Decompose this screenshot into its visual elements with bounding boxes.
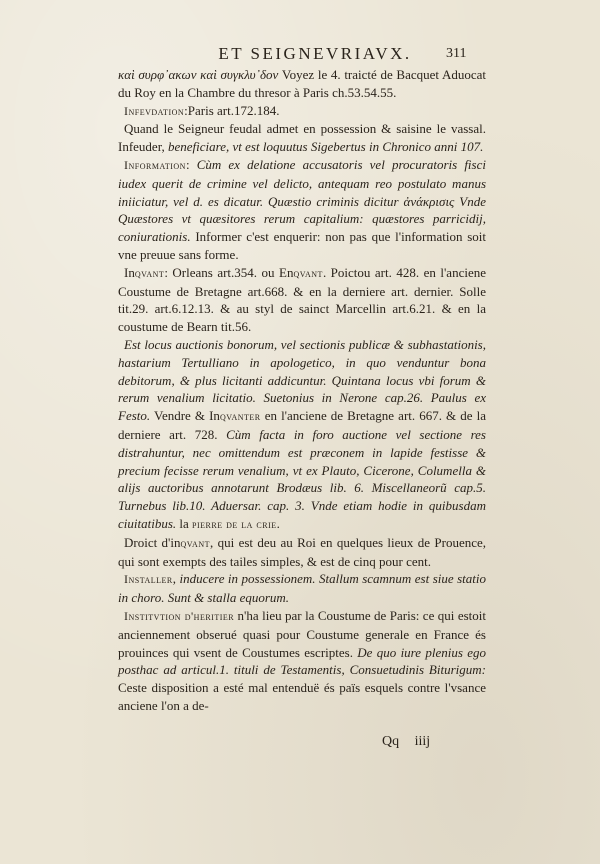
entry-quand-seigneur — [118, 120, 486, 156]
entry-inquant — [118, 264, 486, 336]
folio-number: iiij — [414, 734, 431, 749]
entry-text: Quand le Seigneur feudal admet en possession & saisine le vassal. Infeuder, — [118, 121, 486, 155]
entry-text: Cùm ex delatione accusatoris vel procuratoris fisci iudex querit de crimine vel delicto, antequam reo postulato manus iniiciatur, vel d. es dicatur. Quæstio criminis dicitur ἀνάκρισις Vnde Quæstores vt quæsitores rerum capitalium: quæstores parricidij, coniurationis. — [118, 156, 486, 245]
signature-mark — [382, 734, 442, 750]
entry-text: Institvtion d'heritier — [124, 608, 235, 623]
running-title: ET SEIGNEVRIAVX. — [218, 44, 412, 63]
entry-text: pierre de la crie — [192, 516, 277, 531]
entry-text: In — [124, 264, 135, 280]
entry-text: Vendre & In — [150, 408, 220, 424]
entry-text: . — [276, 515, 280, 531]
entry-text: qvant — [134, 265, 165, 280]
entry-text: Informer c'est enquerir: non pas que l'information soit vne preuue sans forme. — [118, 229, 486, 262]
entry-text: , — [172, 571, 180, 587]
entry-text: Information — [124, 157, 186, 172]
entry-text: Infevdation — [124, 103, 185, 118]
entry-text: en l'anciene de Bretagne art. 667. & de la derniere art. 728. — [118, 408, 486, 442]
signature-letters: Qq — [382, 734, 400, 749]
entry-text: :Paris art.172.184. — [184, 102, 280, 118]
entry-text: . Poictou art. 428. en l'anciene Coustume de Bretagne art.668. & en la derniere art. dernier. Solle tit.29. art.6.12.13. & au styl de sainct Marcellin art.6.21. & en la coustume de Bearn tit.56. — [118, 264, 486, 335]
entry-institution — [118, 607, 486, 715]
entry-text: beneficiare, vt est loquutus Sigebertus in Chronico anni 107. — [168, 139, 484, 155]
entry-installer — [118, 570, 486, 607]
entry-text: Installer — [124, 572, 173, 587]
text-block — [118, 66, 486, 715]
entry-text: Droict d'in — [124, 534, 181, 550]
entry-information — [118, 156, 486, 264]
entry-text: : — [185, 156, 197, 172]
entry-greek-cont — [118, 66, 486, 102]
entry-text: Ceste disposition a esté mal entenduë és païs esquels contre l'vsance anciene l'on a de- — [118, 680, 486, 713]
entry-text: Voyez le 4. traicté de Bacquet Aduocat du Roy en la Chambre du thresor à Paris ch.53.54.55. — [118, 67, 486, 100]
entry-text: : Orleans art.354. ou En — [164, 264, 294, 280]
entry-text: n'ha lieu par la Coustume de Paris: ce qui estoit anciennement obserué quasi pour Coustume generale en France és prouinces qui vsent de Coustumes escriptes. — [118, 607, 486, 660]
entry-infeudation — [118, 102, 486, 121]
entry-text: Est locus auctionis bonorum, vel sectionis publicæ & subhastationis, hastarium Tertulliano in apologetico, in quo venduntur bona debitorum, & plus licitanti addicuntur. Quintana locus vbi forum & rerum venalium licitatio. Suetonius in Nerone cap.26. Paulus ex Festo. — [118, 336, 486, 424]
entry-text: , qui est deu au Roi en quelques lieux de Prouence, qui sont exempts des tailes simples, & est de cinq pour cent. — [118, 534, 486, 569]
entry-text: qvanter — [219, 409, 261, 424]
entry-text: De quo iure plenius ego posthac ad articul.1. tituli de Testamentis, Consuetudinis Biturigum: — [118, 644, 486, 678]
entry-text: καὶ συρφ᾽ακων καὶ συγκλυ᾽δον — [118, 67, 279, 82]
entry-text: qvant — [293, 265, 323, 280]
entry-text: qvant — [180, 535, 210, 550]
entry-text: la — [176, 515, 193, 531]
entry-text: inducere in possessionem. Stallum scamnum est siue statio in choro. Sunt & stalla equorum. — [118, 571, 486, 606]
entry-text: Cùm facta in foro auctione vel sectione res distrahuntur, nec omittendum est præconem in lapide festisse & precium fecisse rerum venalium, vt ex Plauto, Cicerone, Columella & alijs auctoribus annotarunt Brodæus lib. 6. Miscellaneorũ cap.5. Turnebus lib.10. Aduersar. cap. 3. Vnde etiam hodie in quibusdam ciuitatibus. — [118, 426, 486, 531]
page-number: 311 — [446, 46, 467, 61]
entry-est-locus — [118, 336, 486, 534]
entry-droict — [118, 534, 486, 571]
